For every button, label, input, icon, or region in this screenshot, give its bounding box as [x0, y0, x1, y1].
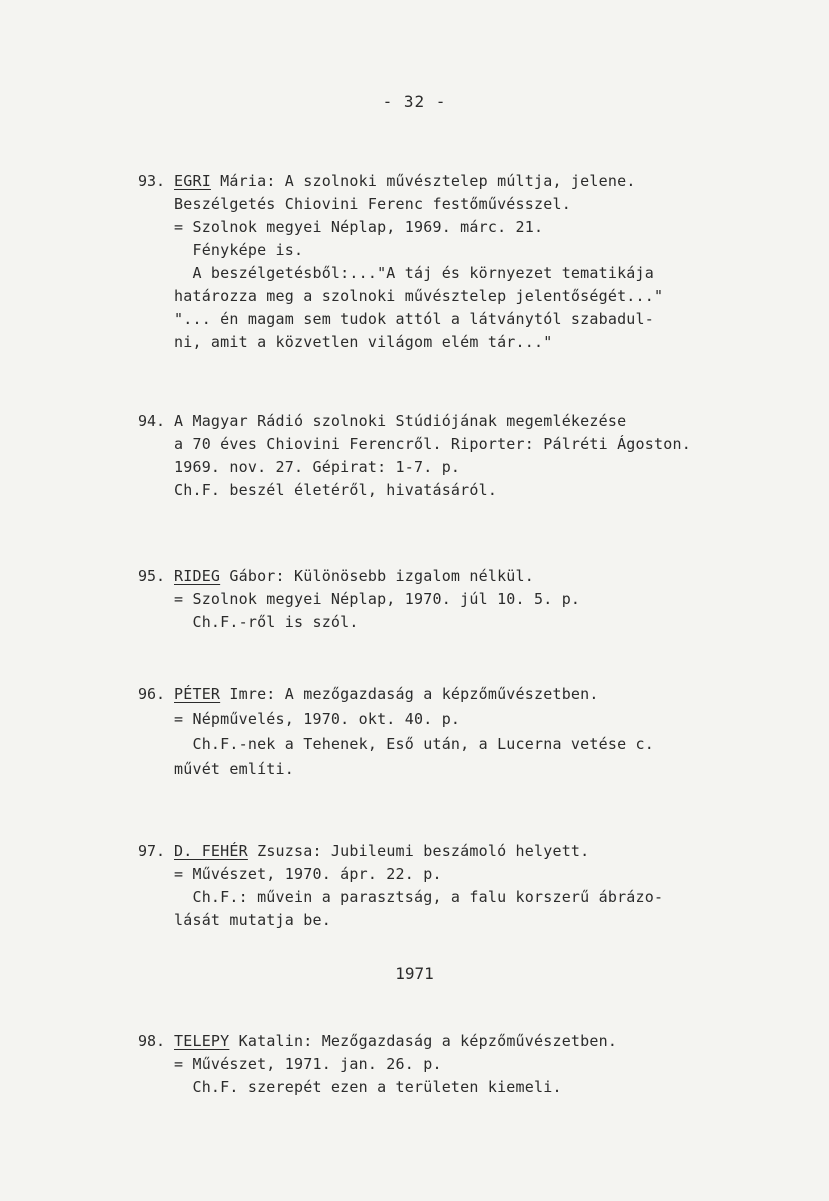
entry-line: a 70 éves Chiovini Ferencről. Riporter: Pálréti Ágoston.	[174, 435, 691, 453]
entry-title: Katalin: Mezőgazdaság a képzőművészetben.	[229, 1032, 618, 1050]
entry-line: Fényképe is.	[174, 241, 304, 259]
entry-title-line	[174, 685, 599, 703]
entry-author: RIDEG	[174, 567, 221, 585]
entry-title-line	[174, 1032, 617, 1050]
entry-line: 1969. nov. 27. Gépirat: 1-7. p.	[174, 458, 461, 476]
entry-line: = Szolnok megyei Néplap, 1969. márc. 21.	[174, 218, 544, 236]
entry-line: = Népművelés, 1970. okt. 40. p.	[174, 710, 461, 728]
entry-title-line	[174, 412, 626, 430]
entry-line: Ch.F.-ről is szól.	[174, 613, 359, 631]
entry-title-line	[174, 172, 636, 190]
entry-number: 93.	[138, 172, 166, 190]
entry-line: művét említi.	[174, 760, 294, 778]
entry-line: határozza meg a szolnoki művésztelep jelentőségét..."	[174, 287, 664, 305]
entry-line: A beszélgetésből:..."A táj és környezet tematikája	[174, 264, 654, 282]
entry-line: Beszélgetés Chiovini Ferenc festőművésszel.	[174, 195, 571, 213]
entry-title: Mária: A szolnoki művésztelep múltja, jelene.	[210, 172, 636, 190]
entry-author: PÉTER	[174, 685, 221, 703]
page-number: - 32 -	[382, 92, 447, 111]
entry-author: D. FEHÉR	[174, 842, 248, 860]
entry-number: 98.	[138, 1032, 166, 1050]
entry-line: = Szolnok megyei Néplap, 1970. júl 10. 5. p.	[174, 590, 581, 608]
entry-line: = Művészet, 1970. ápr. 22. p.	[174, 865, 442, 883]
entry-number: 95.	[138, 567, 166, 585]
entry-title: Zsuzsa: Jubileumi beszámoló helyett.	[247, 842, 590, 860]
entry-number: 94.	[138, 412, 166, 430]
entry-title: A Magyar Rádió szolnoki Stúdiójának megemlékezése	[174, 412, 627, 430]
entry-title: Imre: A mezőgazdaság a képzőművészetben.	[220, 685, 599, 703]
entry-line: = Művészet, 1971. jan. 26. p.	[174, 1055, 442, 1073]
entry-line: Ch.F.: művein a parasztság, a falu korszerű ábrázo-	[174, 888, 664, 906]
entry-line: Ch.F. beszél életéről, hivatásáról.	[174, 481, 498, 499]
entry-number: 97.	[138, 842, 166, 860]
entry-number: 96.	[138, 685, 166, 703]
entry-line: lását mutatja be.	[174, 911, 331, 929]
entry-line: Ch.F. szerepét ezen a területen kiemeli.	[174, 1078, 562, 1096]
entry-author: EGRI	[174, 172, 211, 190]
entry-title-line	[174, 842, 589, 860]
entry-title: Gábor: Különösebb izgalom nélkül.	[220, 567, 535, 585]
entry-line: Ch.F.-nek a Tehenek, Eső után, a Lucerna vetése c.	[174, 735, 654, 753]
entry-author: TELEPY	[174, 1032, 230, 1050]
entry-title-line	[174, 567, 534, 585]
entry-line: "... én magam sem tudok attól a látványtól szabadul-	[174, 310, 654, 328]
entry-line: ni, amit a közvetlen világom elém tár..."	[174, 333, 553, 351]
year-heading: 1971	[395, 964, 434, 983]
